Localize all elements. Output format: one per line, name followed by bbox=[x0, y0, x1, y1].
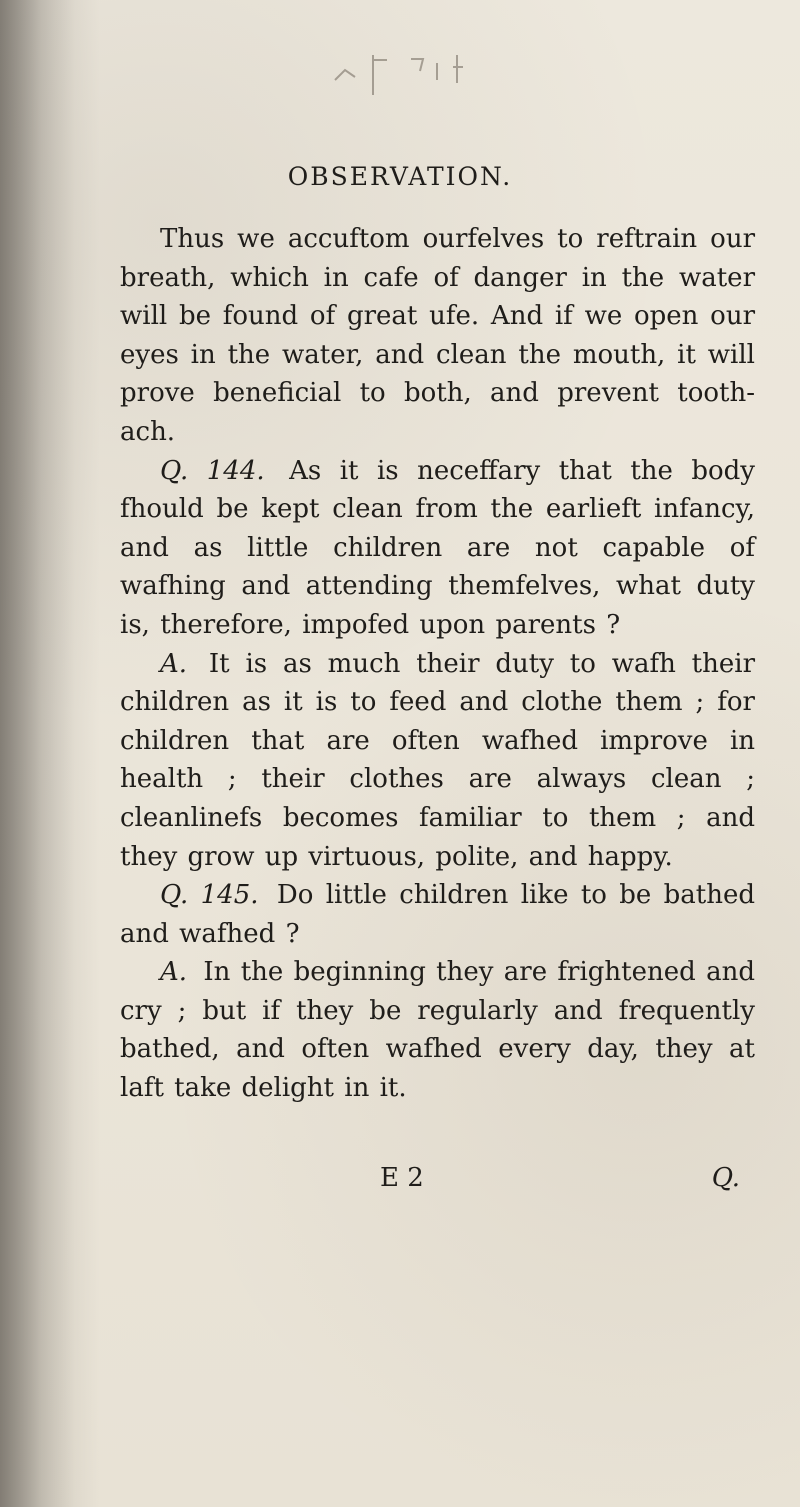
answer-145-text: In the beginning they are frightened and cry ; but if they be regularly and frequently bathed, and often wafhed every day, they at laft take delight in it. bbox=[120, 957, 756, 1104]
page-edge-shadow bbox=[0, 0, 75, 1507]
header-ink-marks bbox=[325, 45, 485, 100]
observation-text: Thus we accuftom ourfelves to reftrain our breath, which in cafe of danger in the water will be found of great ufe. And if we open our eyes in the water, and clean the mouth, it will prove beneficial to both, and prevent tooth-ach. bbox=[120, 224, 755, 447]
question-144 bbox=[120, 452, 755, 645]
page-footer bbox=[380, 1163, 740, 1193]
observation-paragraph bbox=[120, 220, 755, 452]
question-145 bbox=[120, 876, 755, 953]
question-144-label: Q. 144. bbox=[160, 455, 265, 486]
answer-145 bbox=[120, 953, 755, 1107]
question-145-label: Q. 145. bbox=[160, 880, 259, 911]
question-144-text: As it is neceffary that the body fhould be kept clean from the earlieft infancy, and as little children are not capable of wafhing and attending themfelves, what duty is, therefore, impofed upon parents ? bbox=[120, 455, 755, 640]
answer-145-label: A. bbox=[160, 957, 188, 988]
body-text bbox=[120, 220, 755, 1108]
answer-144-label: A. bbox=[160, 648, 188, 679]
answer-144-text: It is as much their duty to wafh their children as it is to feed and clothe them ; for children that are often wafhed improve in health ; their clothes are always clean ; cleanlinefs becomes familiar to them ; and they grow up virtuous, polite, and happy. bbox=[120, 648, 756, 872]
answer-144 bbox=[120, 645, 755, 877]
section-heading: OBSERVATION. bbox=[287, 162, 513, 191]
question-145-text: Do little children like to be bathed and wafhed ? bbox=[120, 880, 755, 949]
signature-mark: E 2 bbox=[380, 1163, 424, 1193]
catchword: Q. bbox=[711, 1163, 740, 1193]
